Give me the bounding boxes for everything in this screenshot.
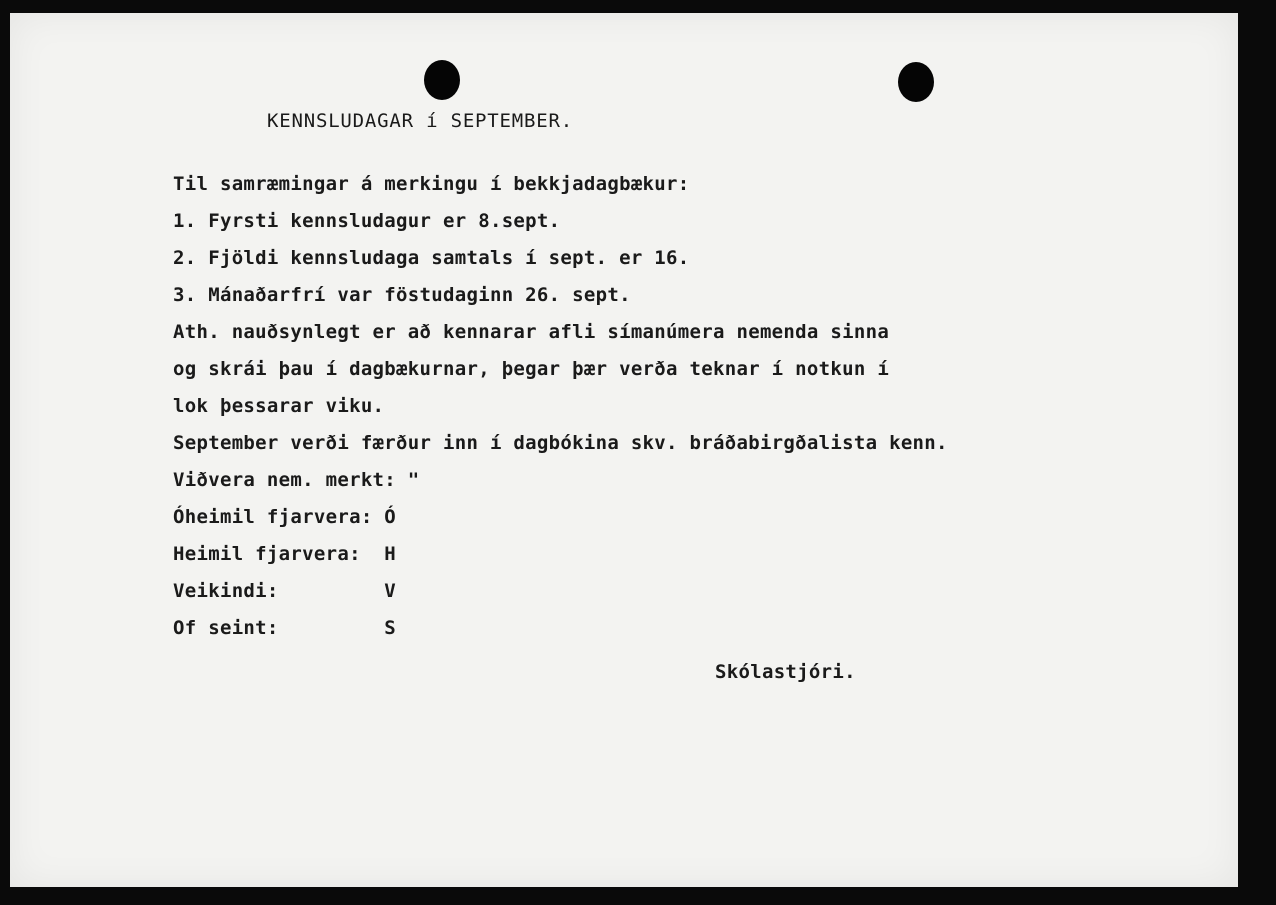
text-line-note-2: og skrái þau í dagbækurnar, þegar þær verða teknar í notkun í	[173, 358, 890, 380]
text-line-item-2: 2. Fjöldi kennsludaga samtals í sept. er 16.	[173, 247, 690, 269]
paper-sheet	[10, 13, 1238, 887]
punch-hole-right	[898, 62, 934, 102]
legend-unexcused-absence: Óheimil fjarvera: Ó	[173, 506, 397, 528]
signature-line: Skólastjóri.	[715, 661, 856, 683]
text-line-note-1: Ath. nauðsynlegt er að kennarar afli símanúmera nemenda sinna	[173, 321, 890, 343]
text-line-intro: Til samræmingar á merkingu í bekkjadagbækur:	[173, 173, 690, 195]
legend-excused-absence: Heimil fjarvera: H	[173, 543, 397, 565]
text-line-item-3: 3. Mánaðarfrí var föstudaginn 26. sept.	[173, 284, 631, 306]
text-line-note-3: lok þessarar viku.	[173, 395, 385, 417]
document-heading: KENNSLUDAGAR í SEPTEMBER.	[267, 110, 573, 132]
punch-hole-left	[424, 60, 460, 100]
text-line-september: September verði færður inn í dagbókina skv. bráðabirgðalista kenn.	[173, 432, 948, 454]
text-line-attendance: Viðvera nem. merkt: "	[173, 469, 420, 491]
legend-late: Of seint: S	[173, 617, 397, 639]
text-line-item-1: 1. Fyrsti kennsludagur er 8.sept.	[173, 210, 561, 232]
legend-illness: Veikindi: V	[173, 580, 397, 602]
